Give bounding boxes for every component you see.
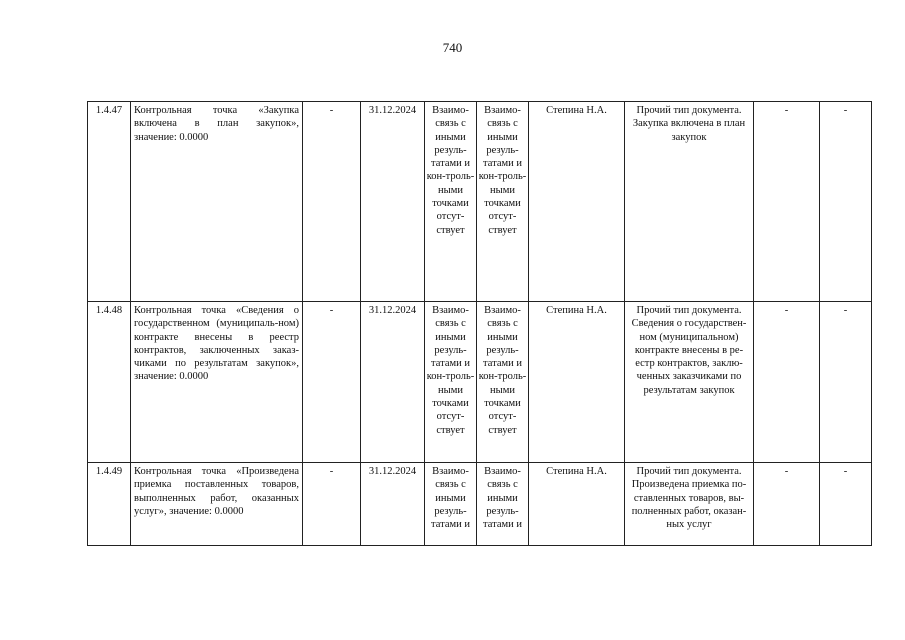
table-row xyxy=(88,463,872,546)
due-date: 31.12.2024 xyxy=(361,463,425,546)
dash-cell: - xyxy=(820,102,872,302)
row-number: 1.4.47 xyxy=(88,102,131,302)
page-number: 740 xyxy=(442,40,463,55)
control-point-description: Контрольная точка «Закупка включена в план закупок», значение: 0.0000 xyxy=(131,102,303,302)
dash-cell: - xyxy=(754,102,820,302)
due-date: 31.12.2024 xyxy=(361,302,425,463)
relation-cell-b: Взаимо-связь с иными резуль-татами и кон-троль-ными точками отсут-ствует xyxy=(477,302,529,463)
table-row xyxy=(88,302,872,463)
responsible-person: Степина Н.А. xyxy=(529,463,625,546)
responsible-person: Степина Н.А. xyxy=(529,302,625,463)
control-point-description: Контрольная точка «Сведения о государственном (муниципаль-ном) контракте внесены в реестр контрактов, заключенных заказ-чиками по результатам закупок», значение: 0.0000 xyxy=(131,302,303,463)
responsible-person: Степина Н.А. xyxy=(529,102,625,302)
dash-cell: - xyxy=(754,463,820,546)
dash-cell: - xyxy=(303,302,361,463)
relation-cell-a: Взаимо-связь с иными резуль-татами и xyxy=(425,463,477,546)
dash-cell: - xyxy=(754,302,820,463)
dash-cell: - xyxy=(303,463,361,546)
row-number: 1.4.48 xyxy=(88,302,131,463)
dash-cell: - xyxy=(303,102,361,302)
table-row xyxy=(88,102,872,302)
document-type: Прочий тип документа. Произведена приемка по-ставленных товаров, вы-полненных работ, оказан-ных услуг xyxy=(625,463,754,546)
dash-cell: - xyxy=(820,463,872,546)
document-type: Прочий тип документа. Сведения о государствен-ном (муниципальном) контракте внесены в ре-естр контрактов, заклю-ченных заказчиками по результатам закупок xyxy=(625,302,754,463)
document-type: Прочий тип документа. Закупка включена в план закупок xyxy=(625,102,754,302)
relation-cell-b: Взаимо-связь с иными резуль-татами и кон-троль-ными точками отсут-ствует xyxy=(477,102,529,302)
due-date: 31.12.2024 xyxy=(361,102,425,302)
dash-cell: - xyxy=(820,302,872,463)
row-number: 1.4.49 xyxy=(88,463,131,546)
relation-cell-b: Взаимо-связь с иными резуль-татами и xyxy=(477,463,529,546)
relation-cell-a: Взаимо-связь с иными резуль-татами и кон-троль-ными точками отсут-ствует xyxy=(425,302,477,463)
control-points-table xyxy=(87,101,872,546)
relation-cell-a: Взаимо-связь с иными резуль-татами и кон-троль-ными точками отсут-ствует xyxy=(425,102,477,302)
control-point-description: Контрольная точка «Произведена приемка поставленных товаров, выполненных работ, оказанных услуг», значение: 0.0000 xyxy=(131,463,303,546)
